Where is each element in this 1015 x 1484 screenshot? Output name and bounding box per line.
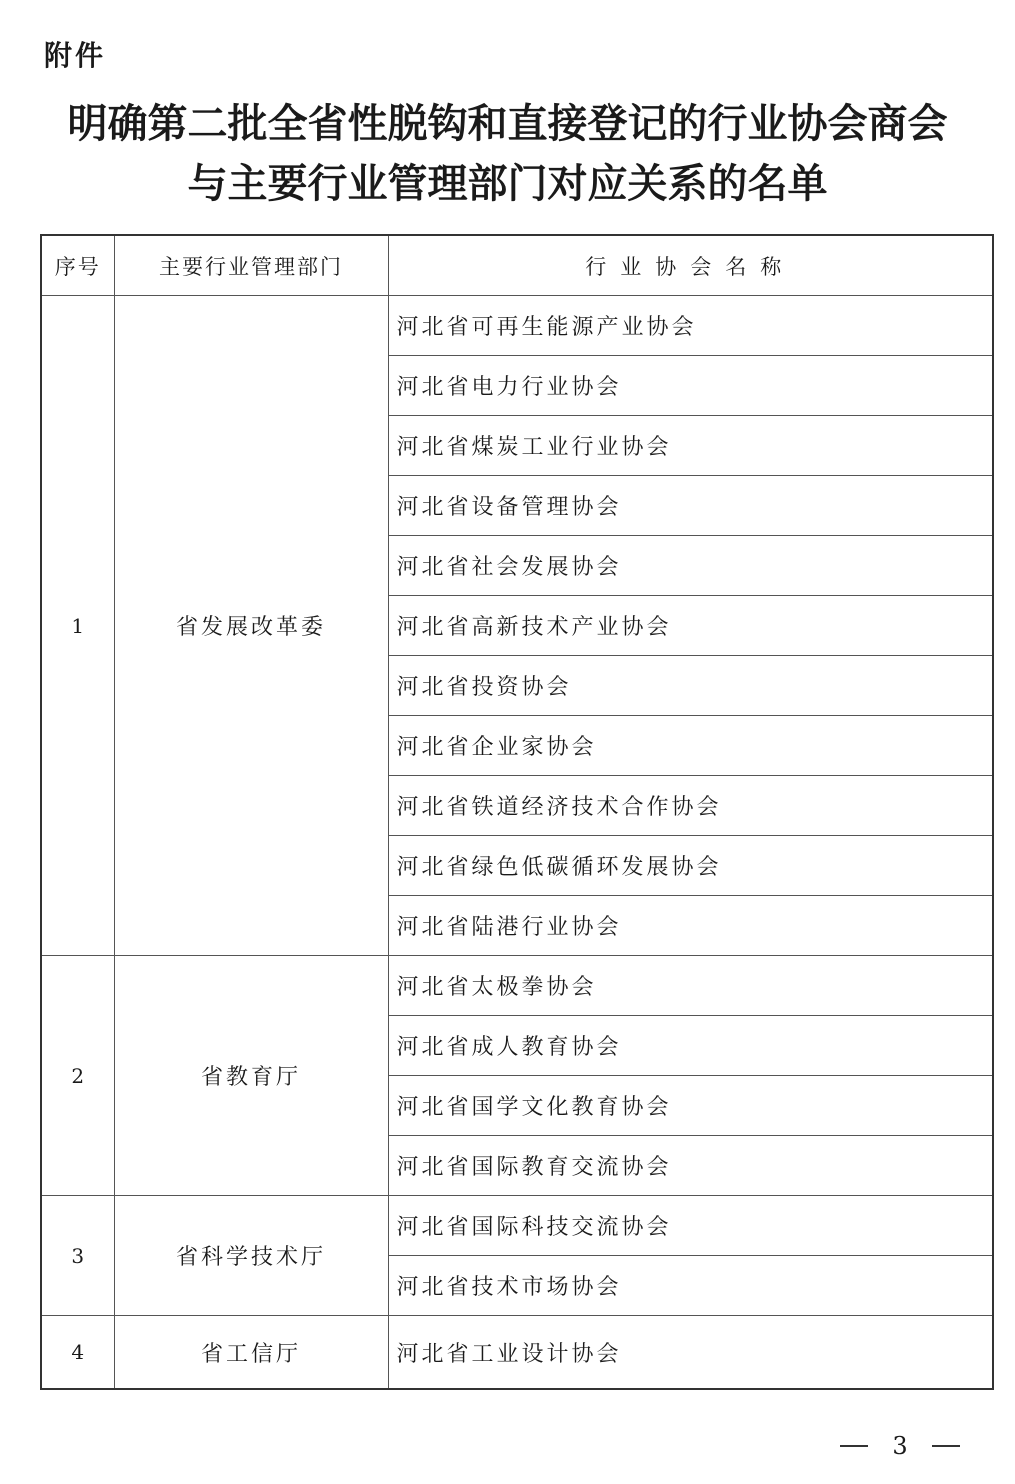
attachment-label: 附件 — [44, 39, 107, 72]
department-cell: 省教育厅 — [114, 956, 388, 1196]
association-cell: 河北省高新技术产业协会 — [388, 596, 993, 656]
association-cell: 河北省设备管理协会 — [388, 476, 993, 536]
dash-left — [840, 1445, 868, 1447]
header-department: 主要行业管理部门 — [114, 235, 388, 296]
association-cell: 河北省成人教育协会 — [388, 1016, 993, 1076]
association-cell: 河北省可再生能源产业协会 — [388, 296, 993, 356]
association-cell: 河北省企业家协会 — [388, 716, 993, 776]
row-index: 4 — [41, 1316, 114, 1390]
association-cell: 河北省技术市场协会 — [388, 1256, 993, 1316]
page-number — [840, 1432, 960, 1460]
association-cell: 河北省投资协会 — [388, 656, 993, 716]
association-cell: 河北省工业设计协会 — [388, 1316, 993, 1390]
table-row — [41, 956, 993, 1016]
association-cell: 河北省绿色低碳循环发展协会 — [388, 836, 993, 896]
table-header-row — [41, 235, 993, 296]
department-cell: 省工信厅 — [114, 1316, 388, 1390]
association-cell: 河北省陆港行业协会 — [388, 896, 993, 956]
table-row — [41, 296, 993, 356]
header-index: 序号 — [41, 235, 114, 296]
title-line-1: 明确第二批全省性脱钩和直接登记的行业协会商会 — [67, 101, 948, 147]
page-number-value: 3 — [892, 1432, 908, 1460]
association-cell: 河北省社会发展协会 — [388, 536, 993, 596]
table-row — [41, 1196, 993, 1256]
table-body — [41, 296, 993, 1390]
department-cell: 省科学技术厅 — [114, 1196, 388, 1316]
association-cell: 河北省煤炭工业行业协会 — [388, 416, 993, 476]
row-index: 3 — [41, 1196, 114, 1316]
table-row — [41, 1316, 993, 1390]
association-cell: 河北省铁道经济技术合作协会 — [388, 776, 993, 836]
association-cell: 河北省国际科技交流协会 — [388, 1196, 993, 1256]
association-cell: 河北省太极拳协会 — [388, 956, 993, 1016]
document-title — [0, 94, 1015, 214]
row-index: 1 — [41, 296, 114, 956]
association-table — [40, 234, 994, 1390]
association-cell: 河北省电力行业协会 — [388, 356, 993, 416]
association-cell: 河北省国际教育交流协会 — [388, 1136, 993, 1196]
header-association-name: 行业协会名称 — [388, 235, 993, 296]
row-index: 2 — [41, 956, 114, 1196]
title-line-2: 与主要行业管理部门对应关系的名单 — [187, 161, 828, 207]
dash-right — [932, 1445, 960, 1447]
association-cell: 河北省国学文化教育协会 — [388, 1076, 993, 1136]
department-cell: 省发展改革委 — [114, 296, 388, 956]
